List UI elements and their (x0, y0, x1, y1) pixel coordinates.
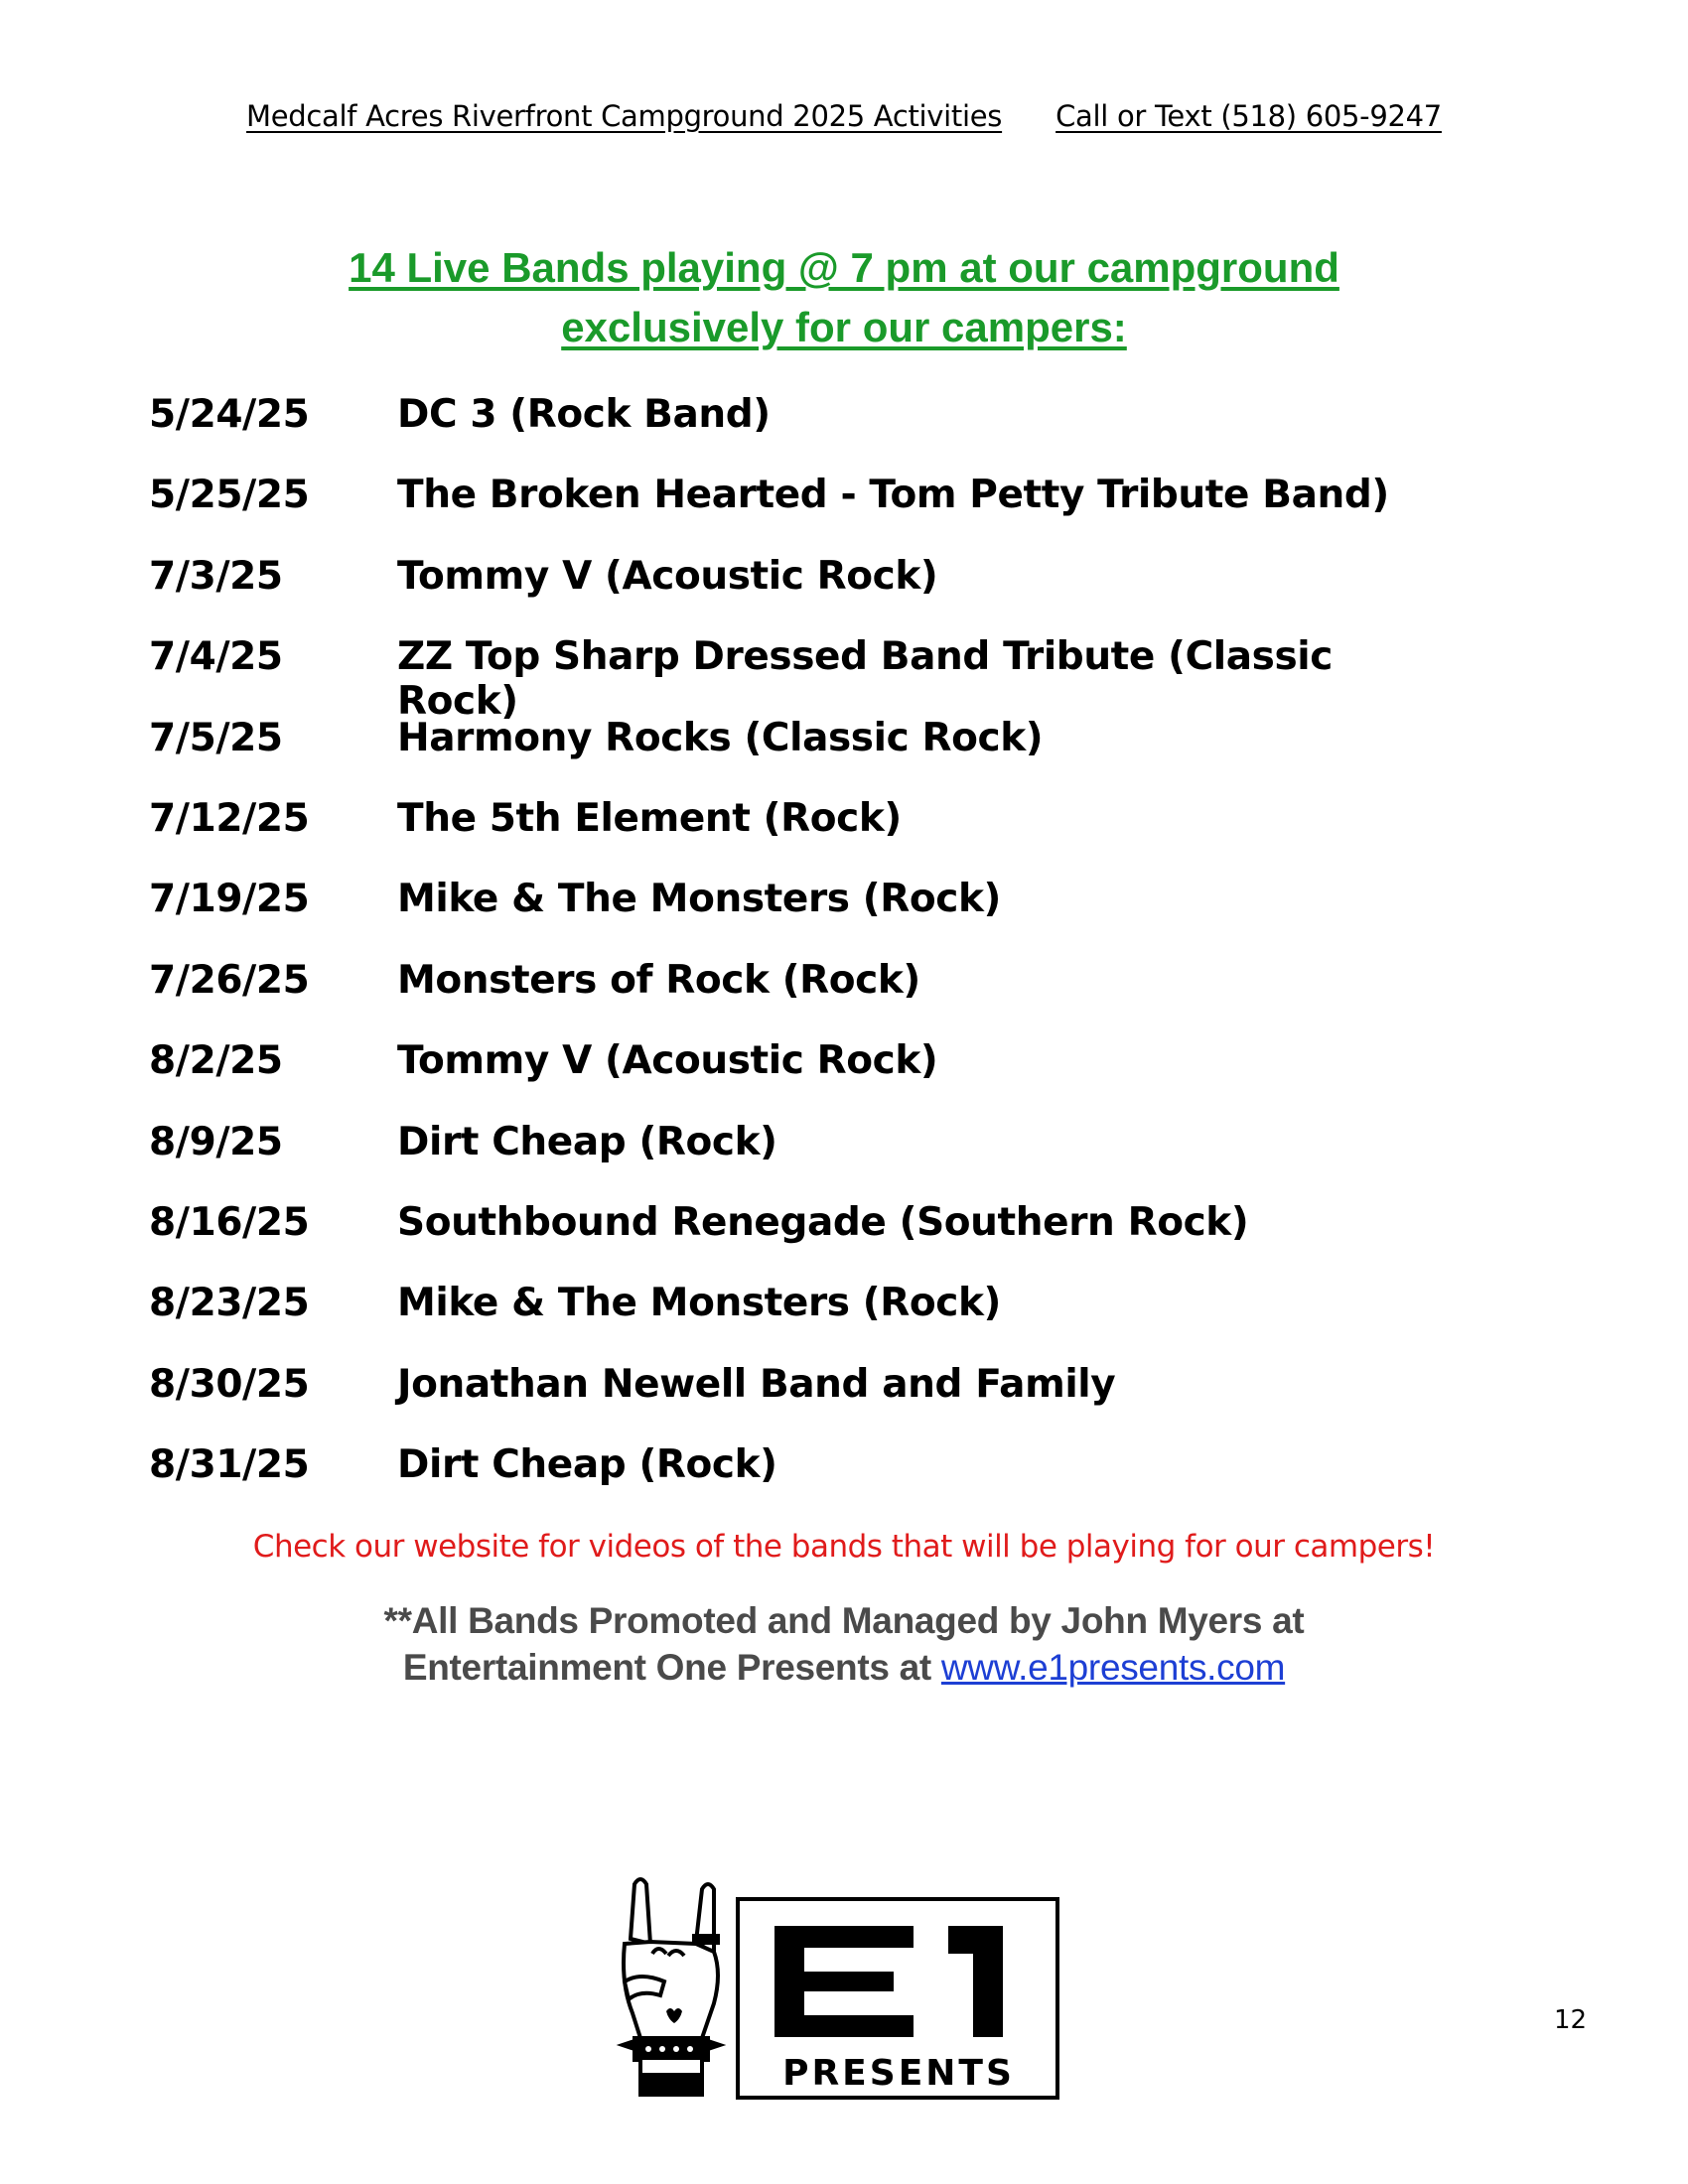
page-title-line-1: 14 Live Bands playing @ 7 pm at our campground (349, 244, 1339, 291)
schedule-row (149, 554, 1440, 634)
schedule-date: 7/4/25 (149, 634, 283, 680)
schedule-row (149, 1362, 1440, 1442)
schedule-date: 7/3/25 (149, 553, 283, 599)
schedule-band: Jonathan Newell Band and Family (397, 1361, 1116, 1407)
schedule-date: 7/19/25 (149, 877, 310, 922)
header-title: Medcalf Acres Riverfront Campground 2025 Activities (246, 99, 1003, 133)
schedule-date: 7/12/25 (149, 795, 310, 841)
schedule-row (149, 877, 1440, 957)
schedule-date: 8/31/25 (149, 1442, 310, 1488)
schedule-band: The Broken Hearted - Tom Petty Tribute Band) (397, 473, 1389, 518)
schedule-band: Dirt Cheap (Rock) (397, 1442, 777, 1488)
schedule-band: Mike & The Monsters (Rock) (397, 1281, 1001, 1326)
schedule-row (149, 796, 1440, 877)
schedule-date: 7/5/25 (149, 715, 283, 760)
logo-wordmark: PRESENTS (782, 2053, 1015, 2094)
credit-line-2 (99, 1647, 1589, 1689)
schedule-band: Tommy V (Acoustic Rock) (397, 553, 938, 599)
band-schedule (149, 392, 1440, 1523)
credit-prefix: Entertainment One Presents at (402, 1647, 941, 1688)
schedule-date: 8/9/25 (149, 1119, 283, 1164)
page-header (169, 99, 1519, 133)
schedule-band: Mike & The Monsters (Rock) (397, 877, 1001, 922)
page-number: 12 (1554, 2005, 1588, 2035)
schedule-date: 8/30/25 (149, 1361, 310, 1407)
schedule-band: Dirt Cheap (Rock) (397, 1119, 777, 1164)
page-title-line-2: exclusively for our campers: (561, 304, 1127, 350)
schedule-date: 8/16/25 (149, 1199, 310, 1245)
schedule-row (149, 1038, 1440, 1119)
schedule-row (149, 1200, 1440, 1281)
schedule-date: 5/24/25 (149, 392, 310, 437)
schedule-band: Monsters of Rock (Rock) (397, 957, 920, 1003)
schedule-row (149, 634, 1440, 725)
schedule-row (149, 1281, 1440, 1361)
schedule-date: 5/25/25 (149, 473, 310, 518)
schedule-date: 7/26/25 (149, 957, 310, 1003)
schedule-band: Southbound Renegade (Southern Rock) (397, 1199, 1249, 1245)
schedule-band: The 5th Element (Rock) (397, 795, 902, 841)
rock-hand-icon (623, 1879, 720, 2095)
e1presents-link[interactable]: www.e1presents.com (940, 1647, 1286, 1688)
schedule-band: Tommy V (Acoustic Rock) (397, 1038, 938, 1084)
schedule-date: 8/23/25 (149, 1281, 310, 1326)
schedule-row (149, 392, 1440, 473)
schedule-band: ZZ Top Sharp Dressed Band Tribute (Classic Rock) (397, 634, 1333, 725)
schedule-band: Harmony Rocks (Classic Rock) (397, 715, 1044, 760)
schedule-band: DC 3 (Rock Band) (397, 392, 771, 437)
schedule-row (149, 1442, 1440, 1523)
website-note: Check our website for videos of the bands that will be playing for our campers! (252, 1529, 1436, 1565)
schedule-date: 8/2/25 (149, 1038, 283, 1084)
e1-presents-logo (611, 1864, 1067, 2103)
schedule-row (149, 473, 1440, 553)
schedule-row (149, 1120, 1440, 1200)
schedule-row (149, 958, 1440, 1038)
credit-line-1: **All Bands Promoted and Managed by John Myers at (383, 1600, 1305, 1641)
schedule-row (149, 716, 1440, 796)
header-contact: Call or Text (518) 605-9247 (1055, 99, 1442, 133)
